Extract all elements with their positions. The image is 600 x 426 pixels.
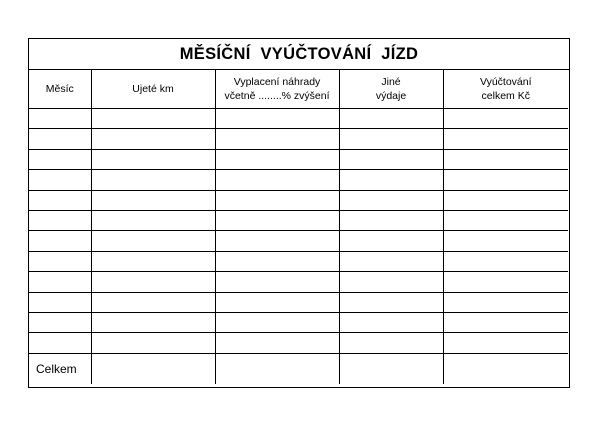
table-row: [29, 333, 568, 353]
total-label: Celkem: [36, 361, 77, 376]
table-row: [29, 129, 568, 149]
table-row: [29, 231, 568, 251]
total-row: [29, 353, 568, 384]
total-czk-cell[interactable]: [443, 251, 568, 271]
other-expenses-cell[interactable]: [339, 149, 443, 169]
table-row: [29, 149, 568, 169]
table-header-row: [29, 70, 568, 109]
total-czk-cell[interactable]: [443, 129, 568, 149]
total-czk-cell[interactable]: [443, 170, 568, 190]
km-cell[interactable]: [91, 231, 215, 251]
km-cell[interactable]: [91, 129, 215, 149]
km-cell[interactable]: [91, 333, 215, 353]
km-cell[interactable]: [91, 292, 215, 312]
table-row: [29, 210, 568, 230]
form-title: MĚSÍČNÍ VYÚČTOVÁNÍ JÍZD: [29, 39, 569, 70]
column-header-total-czk: Vyúčtování celkem Kč: [443, 70, 568, 109]
other-expenses-cell[interactable]: [339, 129, 443, 149]
reimbursement-cell[interactable]: [215, 231, 339, 251]
other-expenses-cell[interactable]: [339, 190, 443, 210]
total-czk-cell[interactable]: [443, 272, 568, 292]
total-czk-cell[interactable]: [443, 231, 568, 251]
travel-table: [29, 70, 568, 384]
month-cell[interactable]: [29, 210, 91, 230]
total-czk-cell[interactable]: [443, 333, 568, 353]
month-cell[interactable]: [29, 149, 91, 169]
month-cell[interactable]: [29, 251, 91, 271]
other-expenses-cell[interactable]: [339, 251, 443, 271]
other-expenses-cell[interactable]: [339, 170, 443, 190]
column-header-reimbursement: Vyplacení náhrady včetně ........% zvýšení: [215, 70, 339, 109]
table-row: [29, 170, 568, 190]
month-cell[interactable]: [29, 292, 91, 312]
table-row: [29, 190, 568, 210]
km-cell[interactable]: [91, 210, 215, 230]
reimbursement-cell[interactable]: [215, 251, 339, 271]
km-cell[interactable]: [91, 109, 215, 129]
total-czk-cell[interactable]: [443, 292, 568, 312]
month-cell[interactable]: [29, 109, 91, 129]
reimbursement-cell[interactable]: [215, 190, 339, 210]
reimbursement-cell[interactable]: [215, 333, 339, 353]
reimbursement-cell[interactable]: [215, 272, 339, 292]
reimbursement-cell[interactable]: [215, 170, 339, 190]
total-czk-cell[interactable]: [443, 353, 568, 384]
reimbursement-cell[interactable]: [215, 109, 339, 129]
km-cell[interactable]: [91, 312, 215, 332]
km-cell[interactable]: [91, 272, 215, 292]
total-reimbursement-cell[interactable]: [215, 353, 339, 384]
table-row: [29, 292, 568, 312]
total-czk-cell[interactable]: [443, 109, 568, 129]
total-czk-cell[interactable]: [443, 312, 568, 332]
column-header-month: Měsíc: [29, 70, 91, 109]
total-czk-cell[interactable]: [443, 149, 568, 169]
other-expenses-cell[interactable]: [339, 231, 443, 251]
total-other-expenses-cell[interactable]: [339, 353, 443, 384]
column-header-other-expenses: Jiné výdaje: [339, 70, 443, 109]
other-expenses-cell[interactable]: [339, 109, 443, 129]
month-cell[interactable]: [29, 272, 91, 292]
month-cell[interactable]: [29, 333, 91, 353]
table-row: [29, 312, 568, 332]
month-cell[interactable]: [29, 231, 91, 251]
table-row: [29, 109, 568, 129]
reimbursement-cell[interactable]: [215, 210, 339, 230]
reimbursement-cell[interactable]: [215, 149, 339, 169]
km-cell[interactable]: [91, 149, 215, 169]
reimbursement-cell[interactable]: [215, 312, 339, 332]
total-czk-cell[interactable]: [443, 210, 568, 230]
other-expenses-cell[interactable]: [339, 292, 443, 312]
km-cell[interactable]: [91, 170, 215, 190]
reimbursement-cell[interactable]: [215, 292, 339, 312]
table-row: [29, 272, 568, 292]
column-header-km: Ujeté km: [91, 70, 215, 109]
other-expenses-cell[interactable]: [339, 312, 443, 332]
km-cell[interactable]: [91, 251, 215, 271]
reimbursement-cell[interactable]: [215, 129, 339, 149]
month-cell[interactable]: [29, 129, 91, 149]
table-row: [29, 251, 568, 271]
month-cell[interactable]: [29, 312, 91, 332]
other-expenses-cell[interactable]: [339, 333, 443, 353]
total-km-cell[interactable]: [91, 353, 215, 384]
month-cell[interactable]: [29, 170, 91, 190]
monthly-travel-report-form: [28, 38, 570, 388]
other-expenses-cell[interactable]: [339, 272, 443, 292]
km-cell[interactable]: [91, 190, 215, 210]
total-czk-cell[interactable]: [443, 190, 568, 210]
other-expenses-cell[interactable]: [339, 210, 443, 230]
month-cell[interactable]: [29, 190, 91, 210]
